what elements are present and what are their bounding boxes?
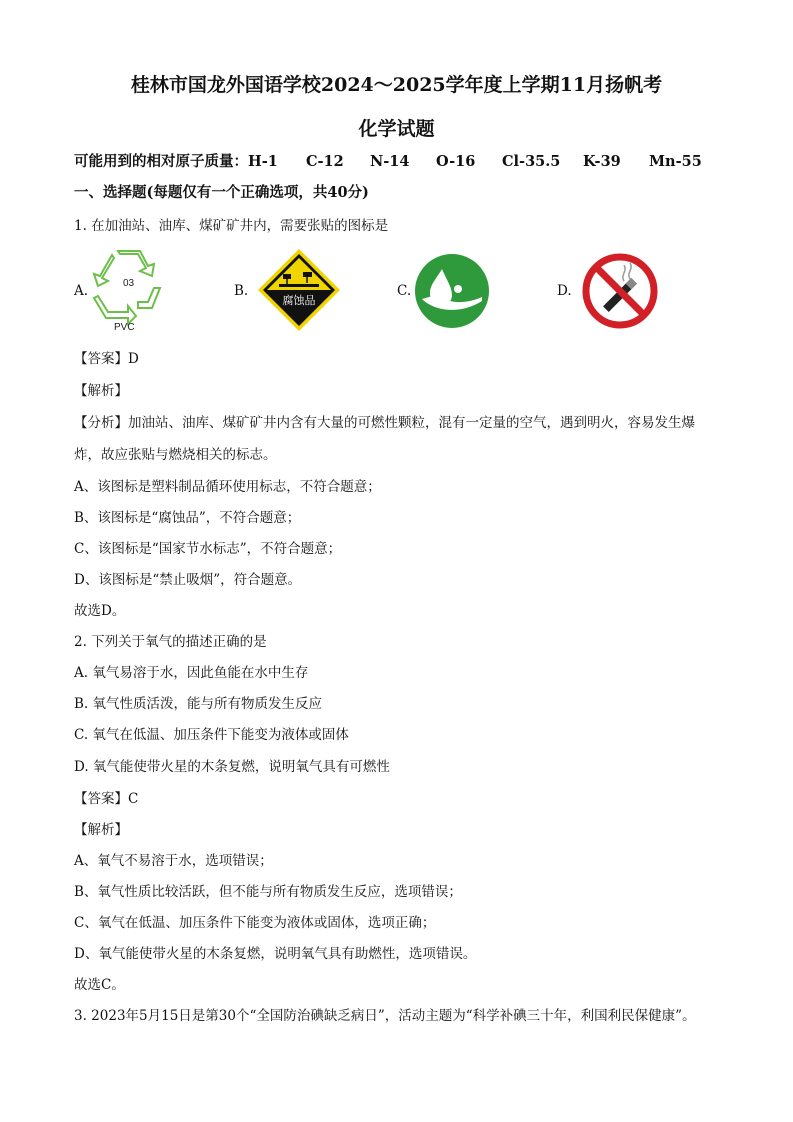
answer-text: 【答案】C [74, 791, 139, 807]
corrosive-text: 腐蚀品 [282, 294, 316, 307]
analysis-line: C、氧气在低温、加压条件下能变为液体或固体，选项正确； [74, 915, 436, 931]
recycle-material-text: PVC [114, 322, 135, 332]
option-item: B. 氧气性质活泼，能与所有物质发生反应 [74, 696, 323, 712]
mass-item: K-39 [583, 153, 621, 170]
option-item: A. 氧气易溶于水，因此鱼能在水中生存 [74, 665, 309, 681]
analysis-line: D、氧气能使带火星的木条复燃，说明氧气具有助燃性，选项错误。 [74, 946, 477, 962]
analysis-line: 故选C。 [74, 977, 125, 993]
analysis-line: C、该图标是“国家节水标志”，不符合题意； [74, 541, 342, 557]
mass-item: H-1 [248, 153, 278, 170]
recycle-code-text: 03 [123, 278, 135, 289]
water-saving-icon [414, 253, 490, 329]
analysis-line: 炸，故应张贴与燃烧相关的标志。 [74, 447, 277, 463]
page-subtitle: 化学试题 [358, 118, 435, 140]
option-label: B. [234, 283, 249, 299]
analysis-line: B、氧气性质比较活跃，但不能与所有物质发生反应，选项错误； [74, 884, 462, 900]
recycle-icon [90, 244, 168, 332]
analysis-line: 【分析】加油站、油库、煤矿矿井内含有大量的可燃性颗粒，混有一定量的空气，遇到明火，容易发生爆 [74, 415, 695, 431]
section-heading: 一、选择题(每题仅有一个正确选项，共40分) [74, 184, 369, 201]
option-label: C. [397, 283, 412, 299]
analysis-line: B、该图标是“腐蚀品”，不符合题意； [74, 510, 301, 526]
atomic-masses [74, 150, 702, 171]
mass-item: Cl-35.5 [502, 153, 561, 170]
answer-text: 【答案】D [74, 351, 139, 367]
atomic-masses-label: 可能用到的相对原子质量： [74, 153, 248, 170]
mass-item: Mn-55 [649, 153, 702, 170]
option-label: D. [557, 283, 572, 299]
analysis-heading: 【解析】 [74, 383, 128, 399]
mass-item: C-12 [306, 153, 344, 170]
option-item: C. 氧气在低温、加压条件下能变为液体或固体 [74, 727, 349, 743]
option-item: D. 氧气能使带火星的木条复燃，说明氧气具有可燃性 [74, 759, 390, 775]
mass-item: O-16 [436, 153, 476, 170]
mass-item: N-14 [370, 153, 410, 170]
analysis-line: 故选D。 [74, 603, 126, 619]
question-stem: 3. 2023年5月15日是第30个“全国防治碘缺乏病日”，活动主题为“科学补碘三十年，利国利民保健康”。 [74, 1008, 696, 1024]
corrosive-icon [257, 248, 341, 332]
no-smoking-icon [580, 251, 660, 331]
option-label: A. [74, 283, 89, 299]
question-stem: 2. 下列关于氧气的描述正确的是 [74, 634, 267, 650]
question-stem: 1. 在加油站、油库、煤矿矿井内，需要张贴的图标是 [74, 218, 389, 234]
page-title: 桂林市国龙外国语学校2024～2025学年度上学期11月扬帆考 [130, 74, 663, 96]
analysis-heading: 【解析】 [74, 822, 128, 838]
analysis-line: A、氧气不易溶于水，选项错误； [74, 853, 273, 869]
analysis-line: A、该图标是塑料制品循环使用标志，不符合题意； [74, 479, 381, 495]
analysis-line: D、该图标是“禁止吸烟”，符合题意。 [74, 572, 302, 588]
